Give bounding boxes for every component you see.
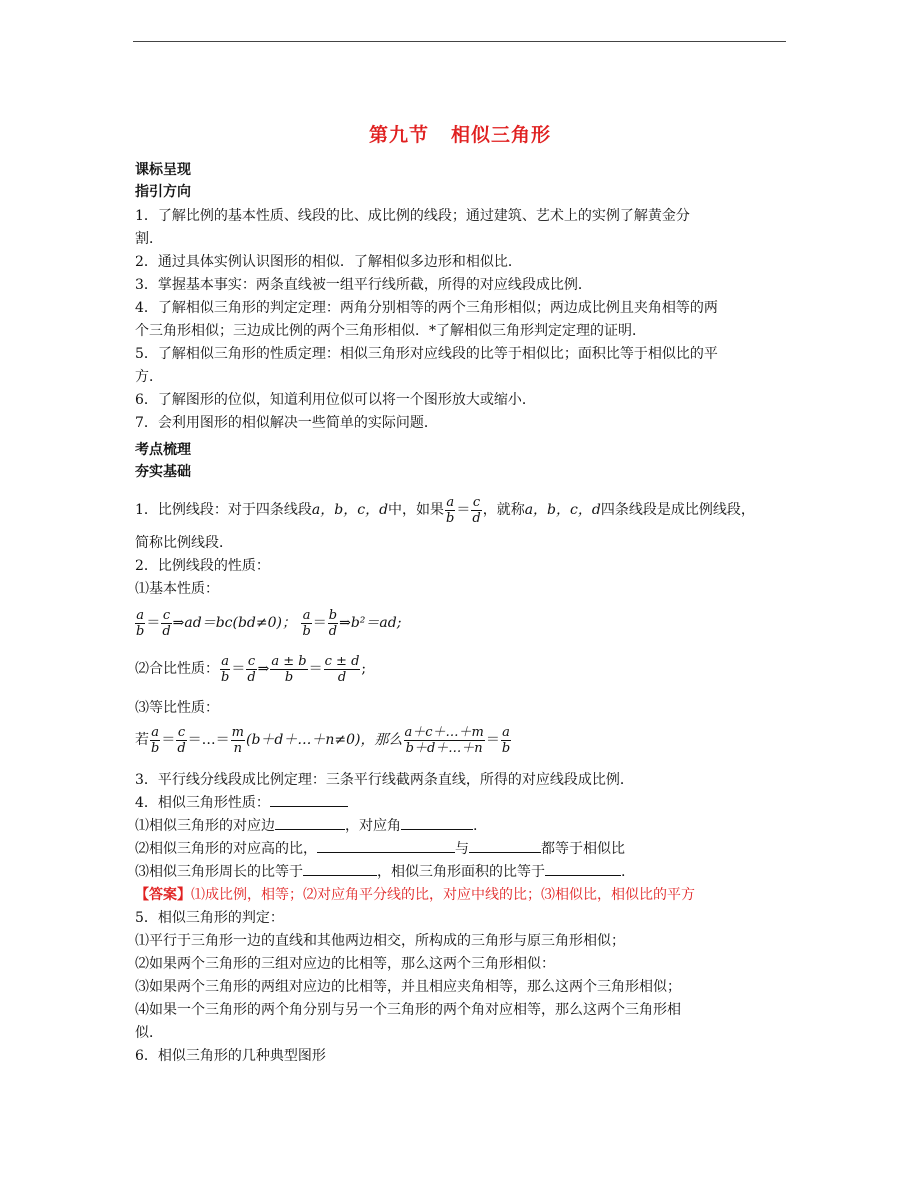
direction-item: 1．了解比例的基本性质、线段的比、成比例的线段；通过建筑、艺术上的实例了解黄金分 xyxy=(135,208,690,224)
answer-blank[interactable] xyxy=(270,794,348,807)
item1-line2: 简称比例线段． xyxy=(135,535,233,551)
direction-item: 4．了解相似三角形的判定定理：两角分别相等的两个三角形相似；两边成比例且夹角相等的两 xyxy=(135,300,718,316)
item5-line: ⑴平行于三角形一边的直线和其他两边相交，所构成的三角形与原三角形相似； xyxy=(135,933,625,949)
item4-p2: ⑵相似三角形的对应高的比， 与 都等于相似比 xyxy=(135,841,625,857)
item5-line: 似． xyxy=(135,1025,163,1041)
direction-item: 2．通过具体实例认识图形的相似．了解相似多边形和相似比． xyxy=(135,254,522,270)
section-basics: 夯实基础 xyxy=(135,464,191,480)
item4-title: 4．相似三角形性质： xyxy=(135,793,348,813)
item2-eq-label: ⑶等比性质： xyxy=(135,700,219,716)
answer-blank[interactable] xyxy=(317,840,455,853)
item3: 3．平行线分线段成比例定理：三条平行线截两条直线，所得的对应线段成比例． xyxy=(135,772,634,788)
fraction-a-b: $\frac{a}{b}$ xyxy=(446,494,455,526)
direction-item: 方． xyxy=(135,369,163,385)
fraction-c-d: $\frac{c}{d}$ xyxy=(472,494,481,526)
section-direction: 指引方向 xyxy=(135,184,191,200)
answer-blank[interactable] xyxy=(545,863,621,876)
answer-blank[interactable] xyxy=(401,817,473,830)
answer-blank[interactable] xyxy=(303,863,377,876)
direction-item: 个三角形相似；三边成比例的两个三角形相似．*了解相似三角形判定定理的证明． xyxy=(135,323,646,339)
header-rule xyxy=(133,41,786,42)
direction-item: 7．会利用图形的相似解决一些简单的实际问题． xyxy=(135,415,438,431)
item5-line: ⑶如果两个三角形的两组对应边的比相等，并且相应夹角相等，那么这两个三角形相似； xyxy=(135,979,681,995)
item4-p1: ⑴相似三角形的对应边 ，对应角 . xyxy=(135,818,478,834)
item5-title: 5．相似三角形的判定： xyxy=(135,910,284,926)
item6: 6．相似三角形的几种典型图形 xyxy=(135,1048,326,1064)
direction-item: 6．了解图形的位似，知道利用位似可以将一个图形放大或缩小． xyxy=(135,392,536,408)
item2-sum-formula: ⑵合比性质： $\frac{a}{b}$ ＝ $\frac{c}{d}$ ⇒ $\frac{a \pm b}{b}$ ＝ $\frac{c \pm d}{d}$ ; xyxy=(135,653,367,685)
direction-item: 3．掌握基本事实：两条直线被一组平行线所截，所得的对应线段成比例． xyxy=(135,277,592,293)
answer-blank[interactable] xyxy=(275,817,345,830)
item2-basic-label: ⑴基本性质： xyxy=(135,581,219,597)
item5-line: ⑵如果两个三角形的三组对应边的比相等，那么这两个三角形相似： xyxy=(135,956,555,972)
answer-blank[interactable] xyxy=(469,840,541,853)
item2-eq-formula: 若 $\frac{a}{b}$ ＝ $\frac{c}{d}$ ＝…＝ $\frac{m}{n}$ (b＋d＋…＋n≠0)，那么 $\frac{a+c+\dots+m}{b+d+\dots+n}$ ＝ $\frac{a}{b}$ xyxy=(135,724,511,756)
item4-answer: 【答案】⑴成比例，相等；⑵对应角平分线的比，对应中线的比；⑶相似比，相似比的平方 xyxy=(135,887,695,903)
item5-line: ⑷如果一个三角形的两个角分别与另一个三角形的两个角对应相等，那么这两个三角形相 xyxy=(135,1002,681,1018)
section-points: 考点梳理 xyxy=(135,442,191,458)
item2-basic-formula: $\frac{a}{b}$ ＝ $\frac{c}{d}$ ⇒ad＝bc(bd≠0)； $\frac{a}{b}$ ＝ $\frac{b}{d}$ ⇒b²＝ad; xyxy=(136,607,402,639)
item1-line: 1．比例线段：对于四条线段a，b，c，d中，如果 $\frac{a}{b}$ ＝ $\frac{c}{d}$ ，就称a，b，c，d四条线段是成比例线段， xyxy=(135,494,755,526)
page-title: 第九节 相似三角形 xyxy=(368,124,552,146)
direction-item: 割． xyxy=(135,231,163,247)
item4-p3: ⑶相似三角形周长的比等于 ，相似三角形面积的比等于 . xyxy=(135,864,626,880)
section-curriculum: 课标呈现 xyxy=(135,162,191,178)
direction-item: 5．了解相似三角形的性质定理：相似三角形对应线段的比等于相似比；面积比等于相似比的平 xyxy=(135,346,718,362)
item2-title: 2．比例线段的性质： xyxy=(135,558,270,574)
